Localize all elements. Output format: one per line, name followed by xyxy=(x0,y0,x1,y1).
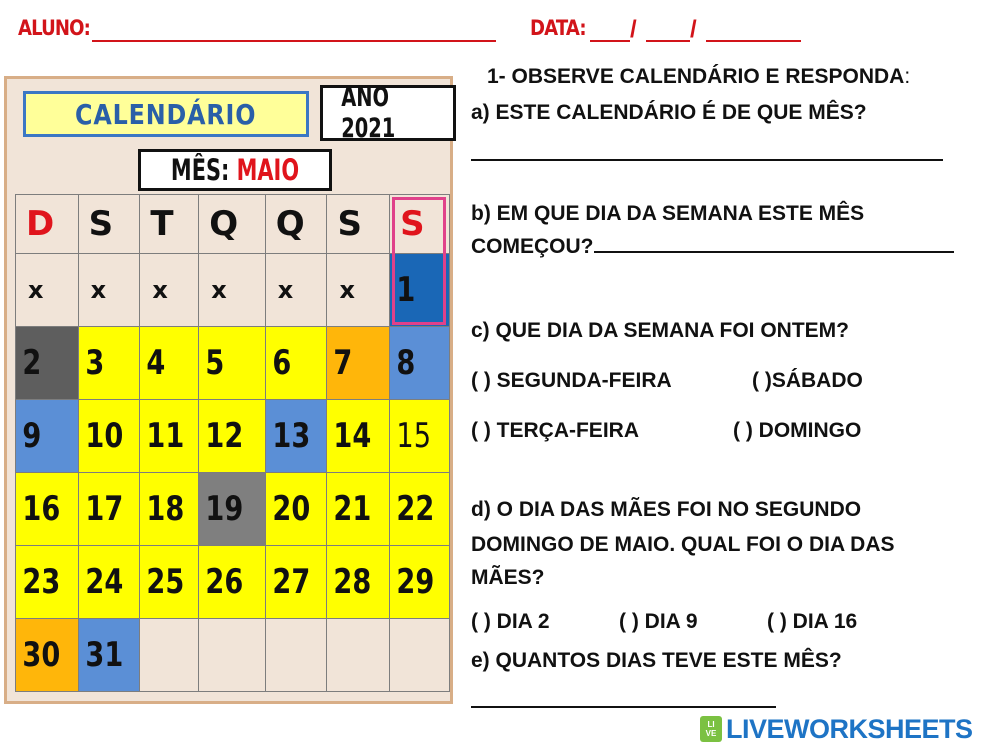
day-cell-number: 15 xyxy=(396,416,432,456)
question-e: e) QUANTOS DIAS TEVE ESTE MÊS? xyxy=(471,649,842,672)
day-cell-number: 1 xyxy=(396,270,416,310)
day-cell-number: 29 xyxy=(396,562,435,602)
calendar-title: CALENDÁRIO xyxy=(75,97,257,131)
weekday-letter: S xyxy=(400,204,425,244)
day-cell-number: 7 xyxy=(333,343,353,383)
day-input-line[interactable] xyxy=(590,40,630,42)
year-input-line[interactable] xyxy=(706,40,801,42)
aluno-input-line[interactable] xyxy=(92,40,496,42)
day-cell-number: 16 xyxy=(22,489,61,529)
year-label: ANO 2021 xyxy=(341,82,396,144)
empty-day-mark: x xyxy=(211,276,227,304)
question-d-line2: DOMINGO DE MAIO. QUAL FOI O DIA DAS xyxy=(471,533,895,556)
weekday-letter: S xyxy=(88,204,114,244)
empty-day-cell xyxy=(390,619,450,692)
liveworksheets-logo-icon: LI VE xyxy=(700,716,722,742)
day-cell-number: 18 xyxy=(146,489,185,529)
data-label: DATA: xyxy=(530,16,586,40)
day-cell-number: 14 xyxy=(333,416,372,456)
question-c: c) QUE DIA DA SEMANA FOI ONTEM? xyxy=(471,319,849,342)
date-slash: / xyxy=(630,16,637,43)
date-slash: / xyxy=(690,16,697,43)
option-dia-16[interactable]: ( ) DIA 16 xyxy=(767,610,858,633)
calendar-grid xyxy=(15,194,450,692)
day-cell-number: 22 xyxy=(396,489,435,529)
empty-day-mark: x xyxy=(90,276,107,304)
day-cell-number: 24 xyxy=(85,562,123,602)
answer-a-line[interactable] xyxy=(471,138,943,171)
calendar-week-row xyxy=(16,327,450,400)
day-cell-number: 8 xyxy=(396,343,416,383)
question-d-line3: MÃES? xyxy=(471,566,545,589)
day-cell-number: 11 xyxy=(146,416,185,456)
day-cell-number: 23 xyxy=(22,562,61,602)
month-label: MÊS: xyxy=(170,153,237,187)
month-value: MAIO xyxy=(236,153,300,187)
empty-day-cell xyxy=(265,619,327,692)
day-cell-number: 31 xyxy=(85,635,123,675)
day-cell-number: 25 xyxy=(146,562,185,602)
question-1-heading: 1- OBSERVE CALENDÁRIO E RESPONDA: xyxy=(487,65,911,88)
weekday-letter: Q xyxy=(209,204,239,244)
day-cell-number: 28 xyxy=(333,562,372,602)
question-b-line2: COMEÇOU? xyxy=(471,230,954,263)
empty-day-cell xyxy=(327,619,390,692)
calendar-week-row xyxy=(16,254,450,327)
empty-day-mark: x xyxy=(339,276,355,304)
month-input-line[interactable] xyxy=(646,40,690,42)
day-cell-number: 19 xyxy=(205,489,244,529)
day-cell-number: 10 xyxy=(85,416,123,456)
option-terca-feira[interactable]: ( ) TERÇA-FEIRA xyxy=(471,419,639,442)
day-cell-number: 4 xyxy=(146,343,166,383)
calendar-week-row xyxy=(16,546,450,619)
liveworksheets-logo-text: LIVEWORKSHEETS xyxy=(726,713,973,744)
question-a: a) ESTE CALENDÁRIO É DE QUE MÊS? xyxy=(471,101,867,124)
answer-b-line[interactable] xyxy=(594,233,954,253)
empty-day-cell xyxy=(140,619,199,692)
calendar-title-box xyxy=(23,91,309,137)
day-cell-number: 26 xyxy=(205,562,244,602)
day-cell-number: 20 xyxy=(272,489,310,529)
option-domingo[interactable]: ( ) DOMINGO xyxy=(733,419,862,442)
weekday-letter: D xyxy=(26,204,55,244)
weekday-letter: Q xyxy=(275,204,305,244)
empty-day-mark: x xyxy=(28,276,44,304)
day-cell-number: 3 xyxy=(85,343,105,383)
day-cell-number: 21 xyxy=(333,489,372,529)
day-cell-number: 13 xyxy=(272,416,310,456)
calendar-week-row xyxy=(16,400,450,473)
calendar-panel xyxy=(4,76,453,704)
calendar-week-row xyxy=(16,473,450,546)
day-cell-number: 2 xyxy=(22,343,42,383)
day-cell-number: 30 xyxy=(22,635,61,675)
header xyxy=(18,12,818,44)
option-sabado[interactable]: ( )SÁBADO xyxy=(752,369,863,392)
calendar-week-row xyxy=(16,619,450,692)
empty-day-cell xyxy=(199,619,265,692)
day-cell-number: 9 xyxy=(22,416,42,456)
option-segunda-feira[interactable]: ( ) SEGUNDA-FEIRA xyxy=(471,369,672,392)
weekday-header-row xyxy=(16,195,450,254)
day-cell-number: 27 xyxy=(272,562,310,602)
day-cell-number: 17 xyxy=(85,489,123,529)
day-cell-number: 6 xyxy=(272,343,292,383)
month-box xyxy=(138,149,332,191)
aluno-label: ALUNO: xyxy=(18,16,91,40)
question-b-line1: b) EM QUE DIA DA SEMANA ESTE MÊS xyxy=(471,202,865,225)
option-dia-9[interactable]: ( ) DIA 9 xyxy=(619,610,698,633)
weekday-letter: S xyxy=(337,204,362,244)
day-cell-number: 12 xyxy=(205,416,244,456)
day-cell-number: 5 xyxy=(205,343,225,383)
liveworksheets-logo xyxy=(700,714,973,744)
empty-day-mark: x xyxy=(277,276,294,304)
question-d-line1: d) O DIA DAS MÃES FOI NO SEGUNDO xyxy=(471,498,862,521)
year-box xyxy=(320,82,456,144)
empty-day-mark: x xyxy=(152,276,168,304)
weekday-letter: T xyxy=(150,204,174,244)
option-dia-2[interactable]: ( ) DIA 2 xyxy=(471,610,550,633)
